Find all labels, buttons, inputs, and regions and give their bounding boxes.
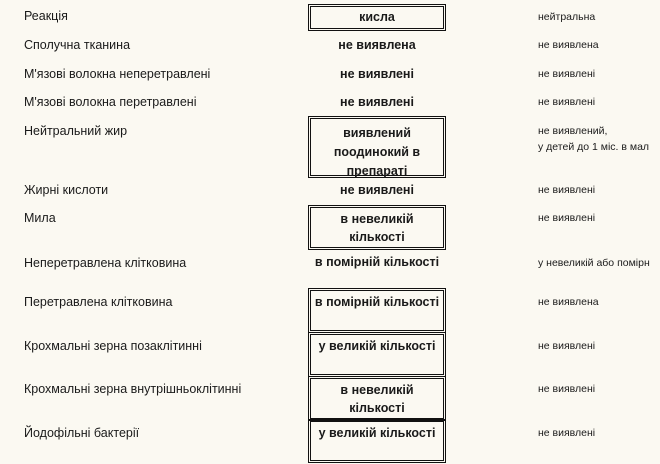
param-label-starch-extracellular: Крохмальні зерна позаклітинні: [24, 339, 202, 353]
result-starch-intracellular: в невеликій кількості: [308, 376, 446, 421]
param-label-muscle-undigested: М'язові волокна неперетравлені: [24, 67, 211, 81]
param-label-iodophilic-bacteria: Йодофільні бактерії: [24, 426, 140, 440]
result-soaps: в невеликій кількості: [308, 205, 446, 250]
result-neutral-fat: виявлений поодинокий в препараті: [308, 116, 446, 178]
norm-fiber-undigested: у невеликій або помірн: [538, 257, 650, 269]
norm-iodophilic-bacteria: не виявлені: [538, 427, 596, 439]
norm-connective-tissue: не виявлена: [538, 39, 599, 51]
param-label-fiber-digested: Перетравлена клітковина: [24, 295, 173, 309]
result-fiber-undigested: в помірній кількості: [314, 255, 440, 269]
norm-soaps: не виявлені: [538, 212, 596, 224]
norm-neutral-fat-infants: у детей до 1 міс. в мал: [538, 141, 650, 153]
norm-muscle-digested: не виявлені: [538, 96, 596, 108]
result-starch-extracellular: у великій кількості: [308, 332, 446, 377]
param-label-neutral-fat: Нейтральний жир: [24, 124, 128, 138]
param-label-soaps: Мила: [24, 211, 56, 225]
param-label-fiber-undigested: Неперетравлена клітковина: [24, 256, 187, 270]
param-label-connective-tissue: Сполучна тканина: [24, 38, 131, 52]
result-fatty-acids: не виявлені: [340, 183, 414, 197]
norm-fiber-digested: не виявлена: [538, 296, 599, 308]
norm-reaction: нейтральна: [538, 11, 596, 23]
result-iodophilic-bacteria: у великій кількості: [308, 419, 446, 463]
param-label-muscle-digested: М'язові волокна перетравлені: [24, 95, 197, 109]
param-label-reaction: Реакція: [24, 9, 68, 23]
result-muscle-undigested: не виявлені: [340, 67, 414, 81]
param-label-fatty-acids: Жирні кислоти: [24, 183, 109, 197]
result-connective-tissue: не виявлена: [338, 38, 416, 52]
param-label-starch-intracellular: Крохмальні зерна внутрішньоклітинні: [24, 382, 242, 396]
norm-fatty-acids: не виявлені: [538, 184, 596, 196]
norm-muscle-undigested: не виявлені: [538, 68, 596, 80]
result-fiber-digested: в помірній кількості: [308, 288, 446, 333]
norm-starch-intracellular: не виявлені: [538, 383, 596, 395]
norm-neutral-fat: не виявлений,: [538, 125, 608, 137]
result-reaction: кисла: [308, 4, 446, 31]
norm-starch-extracellular: не виявлені: [538, 340, 596, 352]
result-muscle-digested: не виявлені: [340, 95, 414, 109]
